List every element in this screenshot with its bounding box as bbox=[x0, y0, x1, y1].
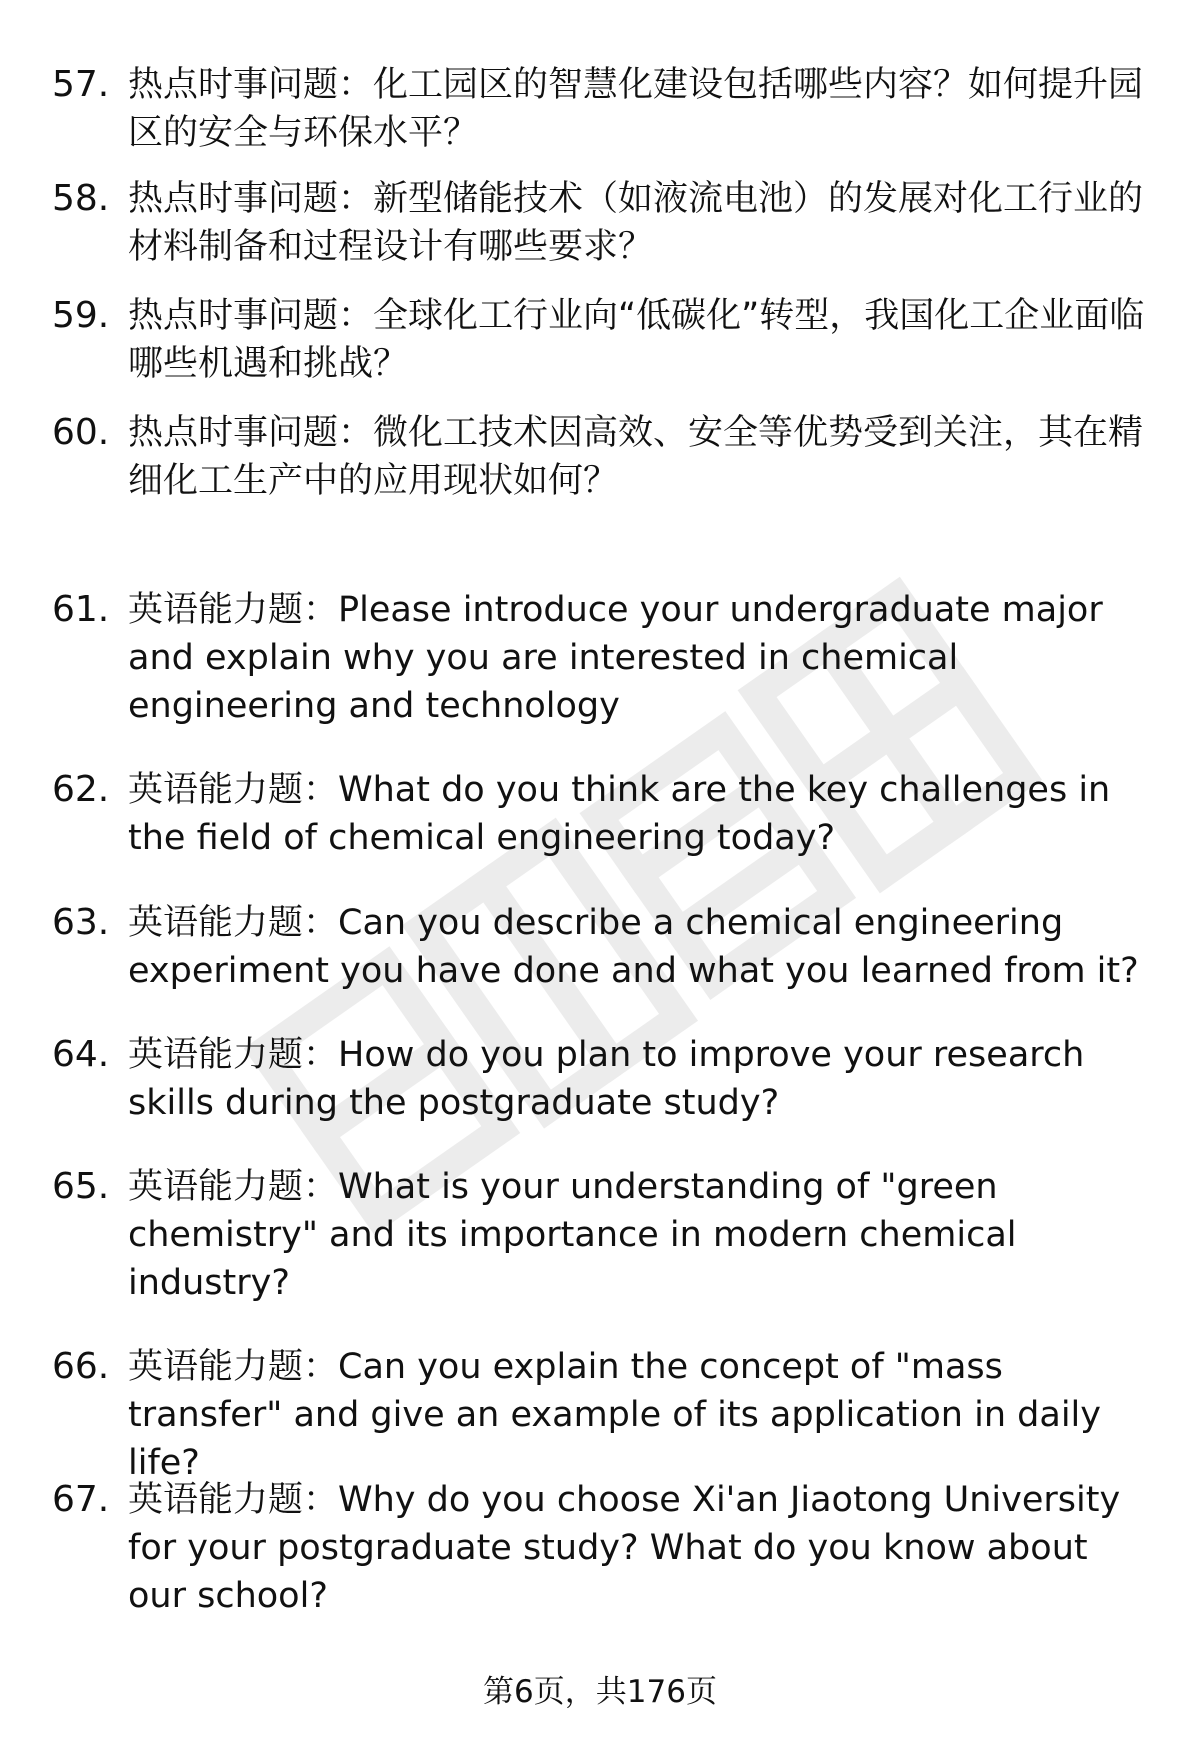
question-text: 英语能力题：What do you think are the key challenges in the field of chemical engineering today? bbox=[128, 770, 1111, 858]
question-number: 65. bbox=[52, 1166, 110, 1207]
page-number-footer: 第6页，共176页 bbox=[483, 1674, 717, 1710]
question-text: 热点时事问题：化工园区的智慧化建设包括哪些内容？如何提升园区的安全与环保水平？ bbox=[128, 65, 1144, 153]
question-number: 64. bbox=[52, 1034, 110, 1075]
question-text: 热点时事问题：微化工技术因高效、安全等优势受到关注，其在精细化工生产中的应用现状如何？ bbox=[128, 413, 1144, 501]
question-text: 英语能力题：Can you explain the concept of "mass transfer" and give an example of its application in daily life? bbox=[128, 1347, 1101, 1483]
question-number: 67. bbox=[52, 1479, 110, 1520]
question-number: 66. bbox=[52, 1346, 110, 1387]
question-text: 热点时事问题：新型储能技术（如液流电池）的发展对化工行业的材料制备和过程设计有哪些要求？ bbox=[128, 179, 1144, 267]
question-number: 59. bbox=[52, 295, 110, 336]
question-number: 58. bbox=[52, 178, 110, 219]
question-text: 热点时事问题：全球化工行业向“低碳化”转型，我国化工企业面临哪些机遇和挑战？ bbox=[128, 296, 1145, 384]
question-number: 63. bbox=[52, 902, 110, 943]
question-text: 英语能力题：How do you plan to improve your research skills during the postgraduate study? bbox=[128, 1035, 1085, 1123]
question-number: 62. bbox=[52, 769, 110, 810]
question-text: 英语能力题：Why do you choose Xi'an Jiaotong University for your postgraduate study? What do you know about our school? bbox=[128, 1480, 1121, 1616]
question-text: 英语能力题：What is your understanding of "green chemistry" and its importance in modern chemical industry? bbox=[128, 1167, 1017, 1303]
question-number: 61. bbox=[52, 589, 110, 630]
question-text: 英语能力题：Please introduce your undergraduate major and explain why you are interested in chemical engineering and technology bbox=[128, 590, 1103, 726]
question-number: 60. bbox=[52, 412, 110, 453]
question-text: 英语能力题：Can you describe a chemical engineering experiment you have done and what you learned from it? bbox=[128, 903, 1139, 991]
question-number: 57. bbox=[52, 64, 110, 105]
